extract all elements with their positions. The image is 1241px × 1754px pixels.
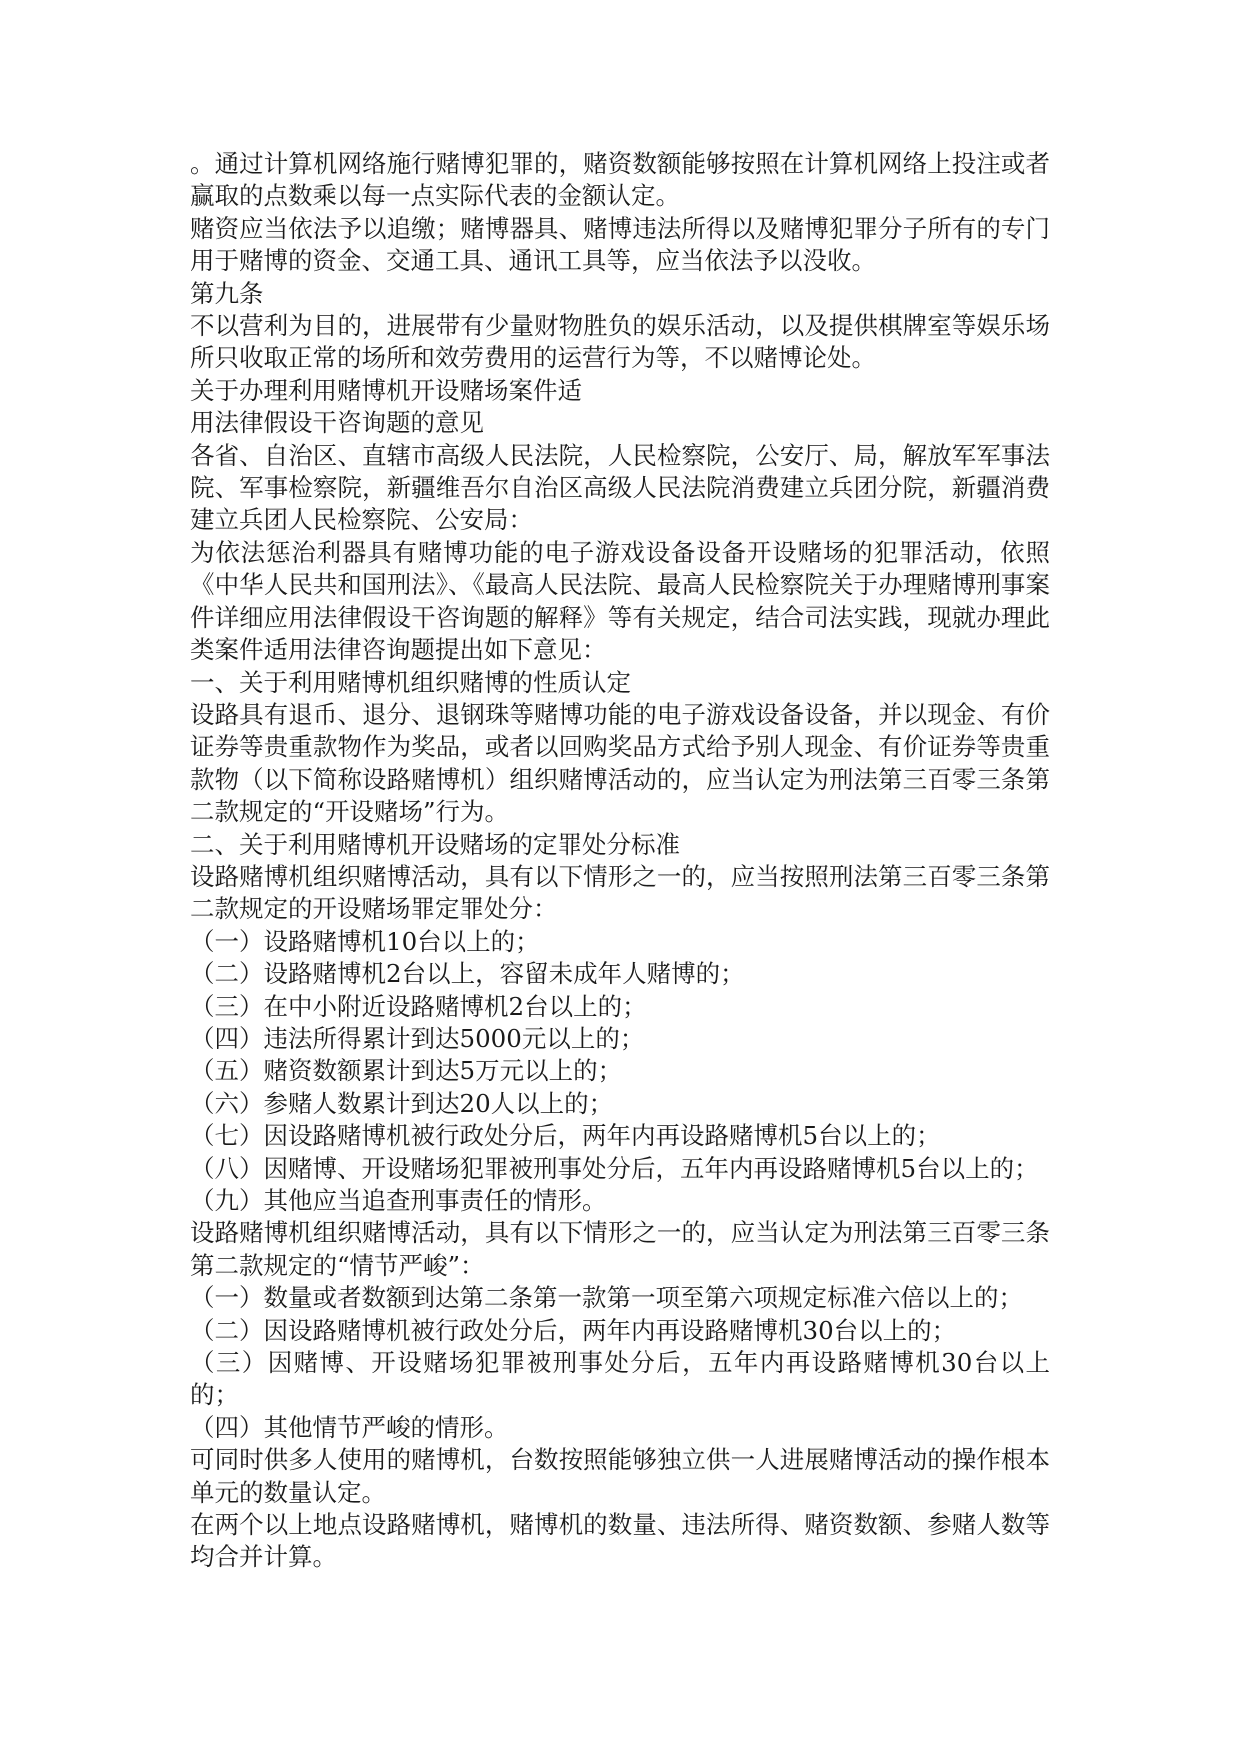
list-item: （五）赌资数额累计到达5万元以上的； bbox=[190, 1056, 623, 1086]
section-heading: 第九条 bbox=[190, 278, 264, 308]
list-item: （二）设路赌博机2台以上，容留未成年人赌博的； bbox=[190, 959, 745, 989]
paragraph: 为依法惩治利器具有赌博功能的电子游戏设备设备开设赌场的犯罪活动，依照《中华人民共和国刑法》、《最高人民法院、最高人民检察院关于办理赌博刑事案件详细应用法律假设干咨询题的解释》等有关规定，结合司法实践，现就办理此类案件适用法律咨询题提出如下意见： bbox=[190, 537, 1050, 665]
list-item: （一）数量或者数额到达第二条第一款第一项至第六项规定标准六倍以上的； bbox=[190, 1283, 1023, 1313]
section-heading: 二、关于利用赌博机开设赌场的定罪处分标准 bbox=[190, 829, 680, 859]
addressees: 各省、自治区、直辖市高级人民法院，人民检察院，公安厅、局，解放军军事法院、军事检察院，新疆维吾尔自治区高级人民法院消费建立兵团分院，新疆消费建立兵团人民检察院、公安局： bbox=[190, 440, 1050, 535]
paragraph: 设路具有退币、退分、退钢珠等赌博功能的电子游戏设备设备，并以现金、有价证券等贵重款物作为奖品，或者以回购奖品方式给予别人现金、有价证券等贵重款物（以下简称设路赌博机）组织赌博活动的，应当认定为刑法第三百零三条第二款规定的“开设赌场”行为。 bbox=[190, 699, 1050, 827]
paragraph: 在两个以上地点设路赌博机，赌博机的数量、违法所得、赌资数额、参赌人数等均合并计算。 bbox=[190, 1510, 1050, 1572]
paragraph: 。通过计算机网络施行赌博犯罪的，赌资数额能够按照在计算机网络上投注或者赢取的点数乘以每一点实际代表的金额认定。 bbox=[190, 149, 1050, 211]
list-item: （三）在中小附近设路赌博机2台以上的； bbox=[190, 991, 647, 1021]
paragraph: 不以营利为目的，进展带有少量财物胜负的娱乐活动，以及提供棋牌室等娱乐场所只收取正常的场所和效劳费用的运营行为等，不以赌博论处。 bbox=[190, 311, 1050, 373]
document-title-line-1: 关于办理利用赌博机开设赌场案件适 bbox=[190, 375, 582, 405]
list-item: （八）因赌博、开设赌场犯罪被刑事处分后，五年内再设路赌博机5台以上的； bbox=[190, 1153, 1039, 1183]
paragraph: 设路赌博机组织赌博活动，具有以下情形之一的，应当按照刑法第三百零三条第二款规定的开设赌场罪定罪处分： bbox=[190, 861, 1050, 924]
paragraph: 可同时供多人使用的赌博机，台数按照能够独立供一人进展赌博活动的操作根本单元的数量认定。 bbox=[190, 1445, 1050, 1507]
paragraph: 赌资应当依法予以追缴；赌博器具、赌博违法所得以及赌博犯罪分子所有的专门用于赌博的资金、交通工具、通讯工具等，应当依法予以没收。 bbox=[190, 213, 1050, 276]
list-item: （四）违法所得累计到达5000元以上的； bbox=[190, 1023, 645, 1053]
list-item: （一）设路赌博机10台以上的； bbox=[190, 926, 540, 956]
document-body bbox=[190, 148, 1050, 1574]
paragraph: 设路赌博机组织赌博活动，具有以下情形之一的，应当认定为刑法第三百零三条第二款规定的“情节严峻”： bbox=[190, 1218, 1050, 1280]
list-item: （九）其他应当追查刑事责任的情形。 bbox=[190, 1186, 607, 1215]
list-item: （四）其他情节严峻的情形。 bbox=[190, 1412, 509, 1442]
section-heading: 一、关于利用赌博机组织赌博的性质认定 bbox=[190, 667, 631, 697]
document-title-line-2: 用法律假设干咨询题的意见 bbox=[190, 408, 484, 438]
list-item: （六）参赌人数累计到达20人以上的； bbox=[190, 1088, 614, 1118]
list-item: （七）因设路赌博机被行政处分后，两年内再设路赌博机5台以上的； bbox=[190, 1121, 941, 1151]
list-item: （三）因赌博、开设赌场犯罪被刑事处分后，五年内再设路赌博机30台以上的； bbox=[190, 1348, 1050, 1410]
list-item: （二）因设路赌博机被行政处分后，两年内再设路赌博机30台以上的； bbox=[190, 1315, 957, 1345]
